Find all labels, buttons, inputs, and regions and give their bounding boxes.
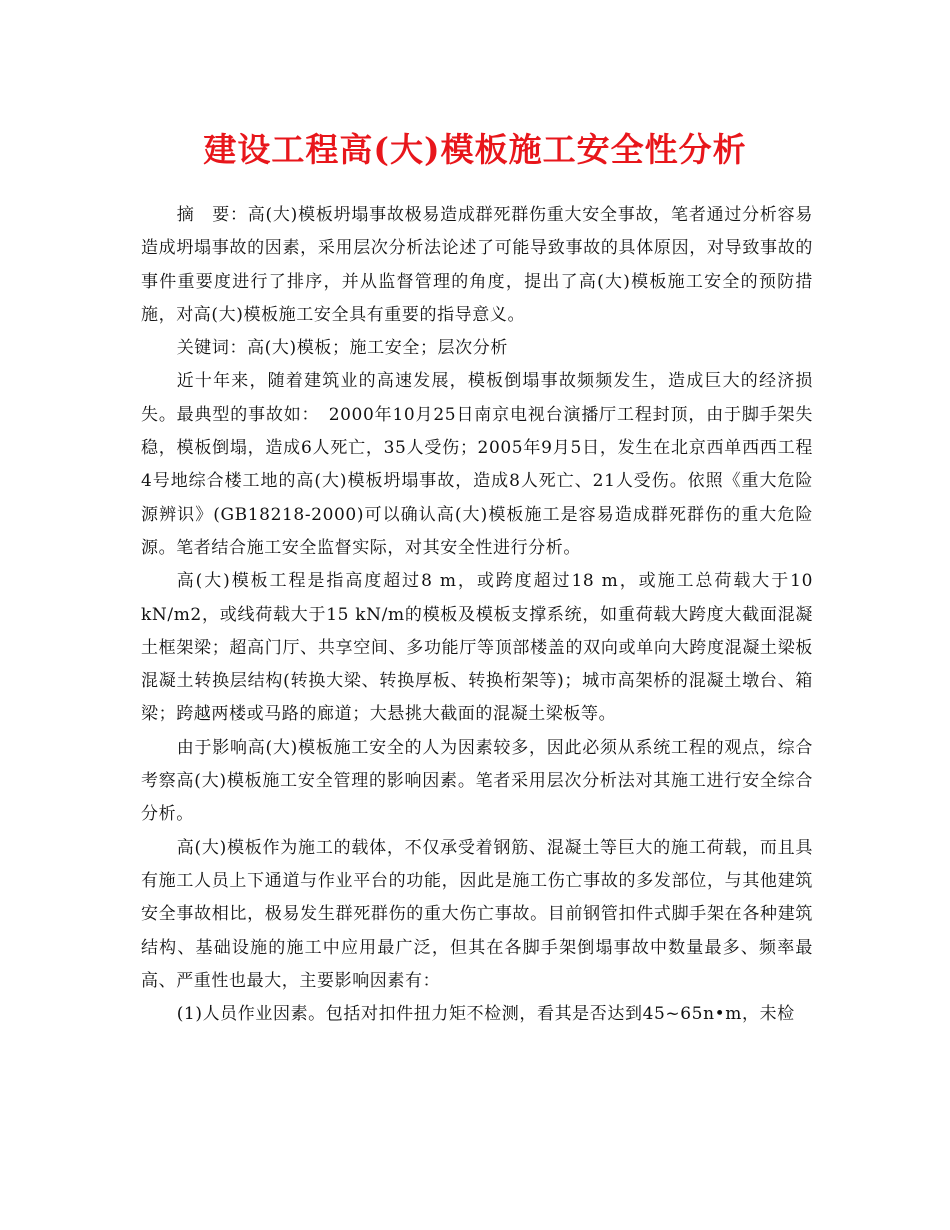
document-title: 建设工程高(大)模板施工安全性分析	[203, 130, 747, 169]
body-paragraph: 高(大)模板作为施工的载体，不仅承受着钢筋、混凝土等巨大的施工荷载，而且具有施工人员上下通道与作业平台的功能，因此是施工伤亡事故的多发部位，与其他建筑安全事故相比，极易发生群死群伤的重大伤亡事故。目前钢管扣件式脚手架在各种建筑结构、基础设施的施工中应用最广泛，但其在各脚手架倒塌事故中数量最多、频率最高、严重性也最大，主要影响因素有：	[141, 837, 813, 991]
document-body	[141, 199, 813, 1031]
keywords-paragraph: 关键词：高(大)模板；施工安全；层次分析	[176, 338, 508, 359]
body-paragraph: 近十年来，随着建筑业的高速发展，模板倒塌事故频频发生，造成巨大的经济损失。最典型的事故如： 2000年10月25日南京电视台演播厅工程封顶，由于脚手架失稳，模板倒塌，造成6人死亡，35人受伤；2005年9月5日，发生在北京西单西西工程4号地综合楼工地的高(大)模板坍塌事故，造成8人死亡、21人受伤。依照《重大危险源辨识》(GB18218-2000)可以确认高(大)模板施工是容易造成群死群伤的重大危险源。笔者结合施工安全监督实际，对其安全性进行分析。	[141, 371, 813, 558]
body-paragraph: 由于影响高(大)模板施工安全的人为因素较多，因此必须从系统工程的观点，综合考察高(大)模板施工安全管理的影响因素。笔者采用层次分析法对其施工进行安全综合分析。	[141, 737, 813, 825]
body-paragraph: (1)人员作业因素。包括对扣件扭力矩不检测，看其是否达到45~65n•m，未检	[176, 1004, 795, 1025]
abstract-paragraph: 摘 要：高(大)模板坍塌事故极易造成群死群伤重大安全事故，笔者通过分析容易造成坍塌事故的因素，采用层次分析法论述了可能导致事故的具体原因，对导致事故的事件重要度进行了排序，并从监督管理的角度，提出了高(大)模板施工安全的预防措施，对高(大)模板施工安全具有重要的指导意义。	[141, 205, 813, 325]
body-paragraph: 高(大)模板工程是指高度超过8 m，或跨度超过18 m，或施工总荷载大于10 kN/m2，或线荷载大于15 kN/m的模板及模板支撑系统，如重荷载大跨度大截面混凝土框架梁；超高门厅、共享空间、多功能厅等顶部楼盖的双向或单向大跨度混凝土梁板混凝土转换层结构(转换大梁、转换厚板、转换桁架等)；城市高架桥的混凝土墩台、箱梁；跨越两楼或马路的廊道；大悬挑大截面的混凝土梁板等。	[141, 571, 813, 725]
